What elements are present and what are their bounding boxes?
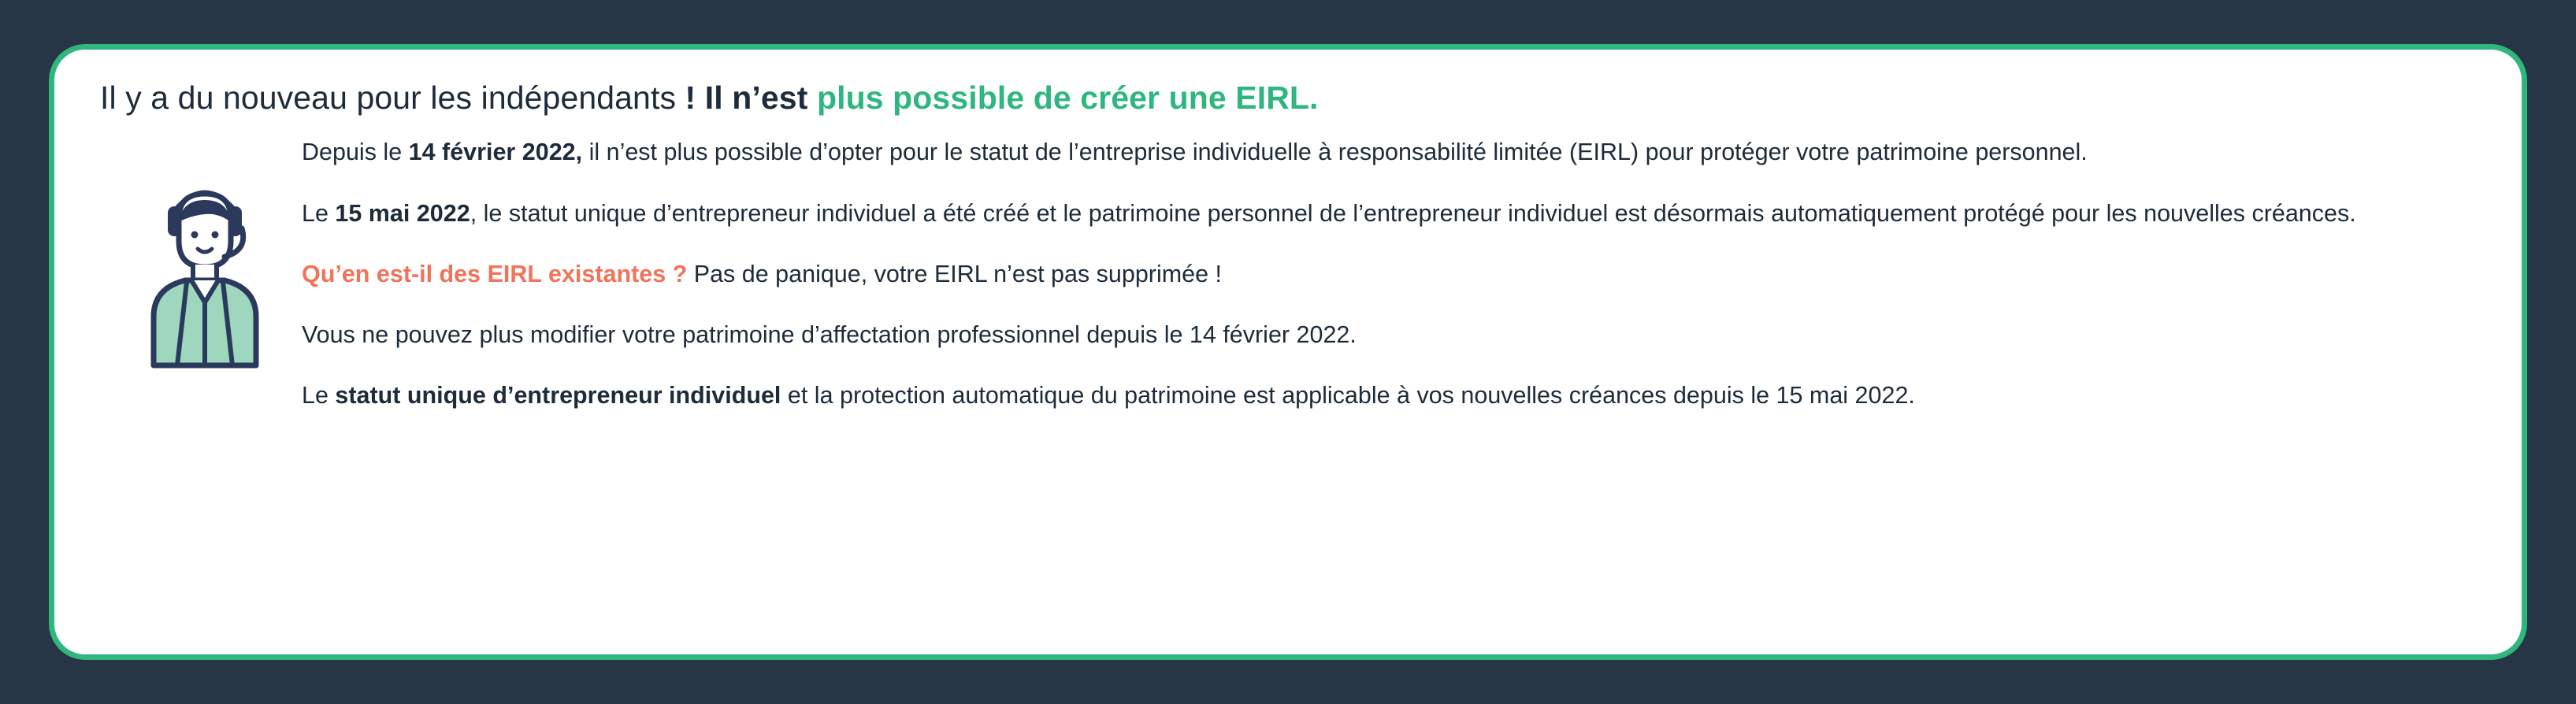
headline-plain: Il y a du nouveau pour les indépendants (100, 80, 685, 116)
p5-text-a: Le (302, 382, 336, 409)
paragraph-4: Vous ne pouvez plus modifier votre patrimoine d’affectation professionnel depuis le 14 février 2022. (302, 321, 1357, 349)
avatar (100, 132, 297, 371)
p2-text-a: Le (302, 199, 336, 227)
p5-text-c: et la protection automatique du patrimoine est applicable à vos nouvelles créances depuis le 15 mai 2022. (781, 382, 1915, 409)
paragraph-3 (302, 258, 2476, 291)
paragraph-1 (302, 135, 2476, 169)
page-title (100, 78, 2476, 118)
p5-status-bold: statut unique d’entrepreneur individuel (335, 382, 781, 409)
p3-text: Pas de panique, votre EIRL n’est pas supprimée ! (687, 260, 1223, 287)
p1-text-c: il n’est plus possible d’opter pour le statut de l’entreprise individuelle à responsabilité limitée (EIRL) pour protéger votre patrimoine personnel. (582, 139, 2088, 166)
p1-text-a: Depuis le (302, 139, 409, 166)
paragraph-2 (302, 197, 2476, 231)
person-avatar-icon (130, 162, 280, 371)
p2-text-c: , le statut unique d’entrepreneur individuel a été créé et le patrimoine personnel de l’entrepreneur individuel est désormais automatiquement protégé pour les nouvelles créances. (470, 199, 2356, 227)
callout-text (297, 132, 2476, 413)
p2-date-bold: 15 mai 2022 (335, 199, 470, 227)
paragraph-5 (302, 379, 2476, 413)
callout-card (49, 44, 2527, 660)
headline-bold: ! Il n’est (685, 80, 817, 116)
callout-body (100, 132, 2476, 413)
headline-highlight: plus possible de créer une EIRL. (816, 80, 1319, 116)
question-label: Qu’en est-il des EIRL existantes ? (302, 260, 688, 287)
p1-date-bold: 14 février 2022, (408, 139, 583, 166)
